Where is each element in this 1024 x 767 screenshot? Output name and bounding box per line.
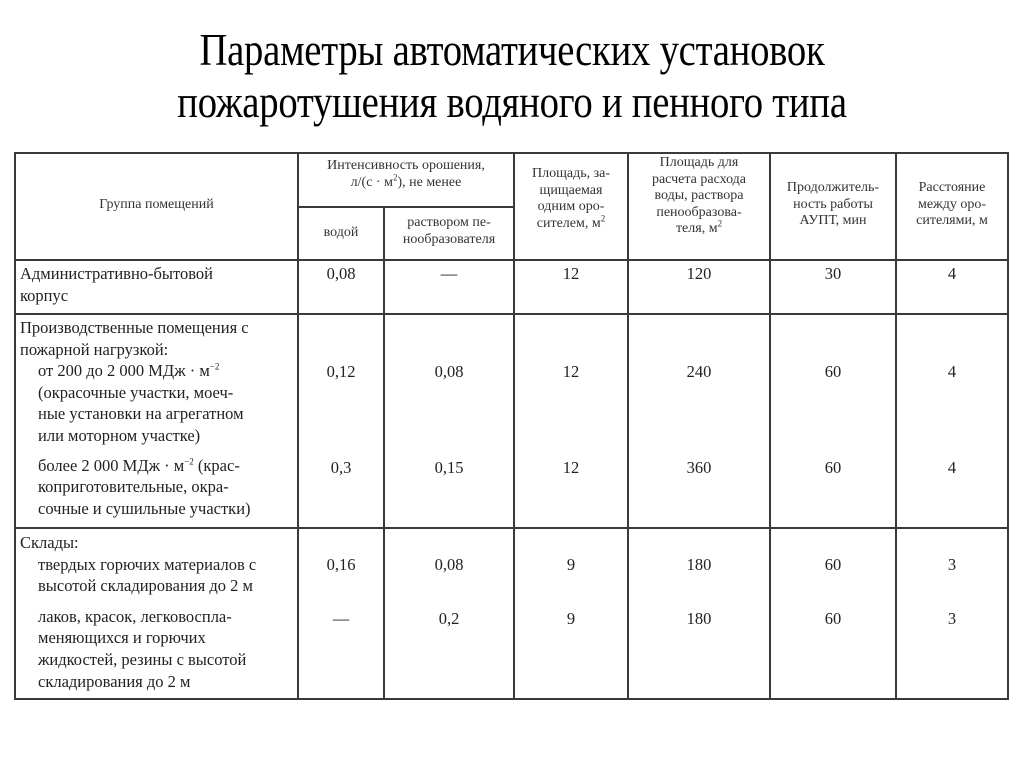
row-warehouse-group: Склады: твердых горючих материалов с высотой складирования до 2 м лаков, красок, легковоспла- меняющихся и горючих жидкостей, резины с высотой складирования до 2 м [20, 533, 257, 691]
cell-area-protected: 12 [562, 458, 580, 477]
header-duration: Продолжитель- ность работы АУПТ, мин [786, 180, 880, 228]
header-bottom-border [14, 259, 1009, 261]
cell-foam: 0,2 [438, 609, 460, 628]
row-divider-2 [14, 527, 1009, 529]
header-group: Группа помещений [99, 197, 214, 212]
header-intensity-foam: раствором пе- нообразователя [402, 215, 496, 247]
cell-duration: 60 [824, 555, 842, 574]
header-distance: Расстояние между оро- сителями, м [916, 180, 988, 228]
row-production-group: Производственные помещения с пожарной нагрузкой: от 200 до 2 000 МДж · $м^{-2}$ (окрасочные участки, моеч- ные установки на агрегатном или моторном участке) более 2 000 МДж · $м^{-2}$ (крас- коприготовительные, окра- сочные и сушильные участки) [20, 318, 251, 518]
cell-water: 0,08 [326, 264, 356, 283]
cell-foam: 0,15 [434, 458, 464, 477]
subgroup-over-2000: более 2 000 МДж · $м^{-2}$ (крас- [38, 455, 240, 475]
header-area-calc: Площадь для расчета расхода воды, раствора пенообразова- теля, $м^2$ [651, 155, 747, 236]
cell-area-protected: 12 [562, 362, 580, 381]
subgroup-paints-liquids: лаков, красок, легковоспла- [38, 606, 232, 626]
cell-water: — [332, 609, 350, 628]
cell-foam: — [440, 264, 458, 283]
row-divider-1 [14, 313, 1009, 315]
cell-distance: 4 [947, 458, 957, 477]
cell-area-protected: 9 [566, 555, 576, 574]
cell-area-calc: 240 [686, 362, 712, 381]
table-border-bottom [14, 698, 1009, 700]
cell-duration: 60 [824, 458, 842, 477]
cell-area-protected: 12 [562, 264, 580, 283]
cell-distance: 4 [947, 362, 957, 381]
table-border-right [1007, 152, 1009, 700]
cell-water: 0,16 [326, 555, 356, 574]
header-subdivider [297, 206, 513, 208]
cell-duration: 60 [824, 362, 842, 381]
cell-foam: 0,08 [434, 555, 464, 574]
subgroup-200-2000: от 200 до 2 000 МДж · $м^{-2}$ [38, 361, 220, 381]
cell-area-calc: 120 [686, 264, 712, 283]
cell-duration: 60 [824, 609, 842, 628]
cell-foam: 0,08 [434, 362, 464, 381]
title-line-2: пожаротушения водяного и пенного типа [177, 77, 847, 127]
header-area-protected: Площадь, за- щищаемая одним оро- сителем, $м^2$ [531, 166, 610, 231]
parameters-table [14, 152, 1009, 700]
cell-distance: 3 [947, 555, 957, 574]
cell-water: 0,12 [326, 362, 356, 381]
table-border-top [14, 152, 1009, 154]
cell-distance: 3 [947, 609, 957, 628]
row-admin-group: Административно-бытовой корпус [20, 264, 214, 305]
header-intensity-water: водой [323, 225, 359, 240]
table-border-left [14, 152, 16, 700]
cell-water: 0,3 [330, 458, 352, 477]
cell-area-calc: 180 [686, 609, 712, 628]
header-intensity: Интенсивность орошения, $л/(с \cdot м^2)$, не менее [327, 158, 485, 190]
cell-distance: 4 [947, 264, 957, 283]
page-title [72, 24, 953, 128]
cell-area-calc: 180 [686, 555, 712, 574]
subgroup-solid-materials: твердых горючих материалов с [38, 554, 257, 574]
title-line-1: Параметры автоматических установок [199, 25, 825, 75]
cell-area-calc: 360 [686, 458, 712, 477]
cell-area-protected: 9 [566, 609, 576, 628]
cell-duration: 30 [824, 264, 842, 283]
